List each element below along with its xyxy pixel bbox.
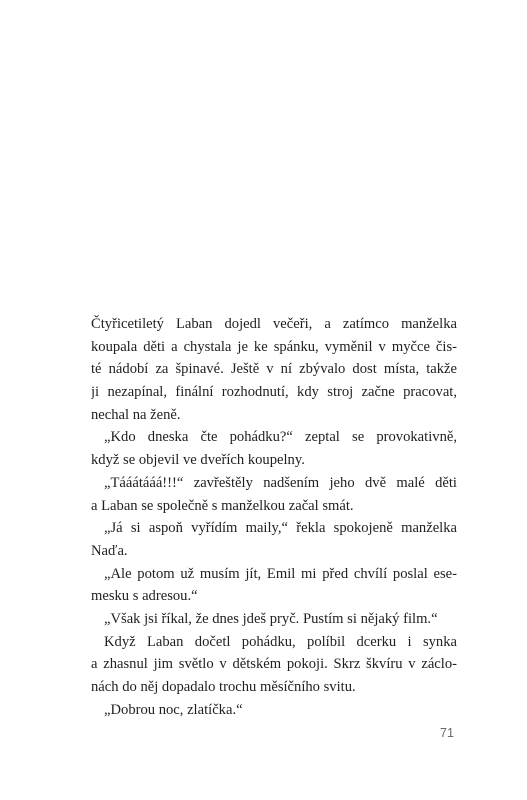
text-line: „Však jsi říkal, že dnes jdeš pryč. Pustím si nějaký film.“ [104,610,438,627]
text-line: koupala děti a chystala je ke spánku, vyměnil v myčce čis- [91,338,457,355]
text-line: a zhasnul jim světlo v dětském pokoji. Skrz škvíru v záclo- [91,656,457,673]
text-line: „Kdo dneska čte pohádku?“ zeptal se provokativně, [104,429,457,446]
text-line: a Laban se společně s manželkou začal smát. [91,497,354,514]
page-number: 71 [440,726,454,740]
text-line: Naďa. [91,542,128,559]
body-text [91,313,457,721]
text-line: „Já si aspoň vyřídím maily,“ řekla spokojeně manželka [104,520,457,537]
text-line: nách do něj dopadalo trochu měsíčního svitu. [91,679,356,695]
text-line: „Tááátááá!!!“ zavřeštěly nadšením jeho dvě malé děti [104,474,457,491]
text-line: když se objevil ve dveřích koupelny. [91,452,305,469]
text-line: nechal na ženě. [91,406,181,423]
text-line: „Dobrou noc, zlatíčka.“ [104,701,243,718]
text-line: „Ale potom už musím jít, Emil mi před chvílí poslal ese- [104,565,457,582]
text-line: té nádobí za špinavé. Ještě v ní zbývalo dost místa, takže [91,361,457,378]
text-line: Čtyřicetiletý Laban dojedl večeři, a zatímco manželka [91,316,457,332]
text-line: mesku s adresou.“ [91,588,198,605]
text-line: ji nezapínal, finální rozhodnutí, kdy stroj začne pracovat, [91,384,457,401]
text-line: Když Laban dočetl pohádku, políbil dcerku i synka [104,633,457,650]
